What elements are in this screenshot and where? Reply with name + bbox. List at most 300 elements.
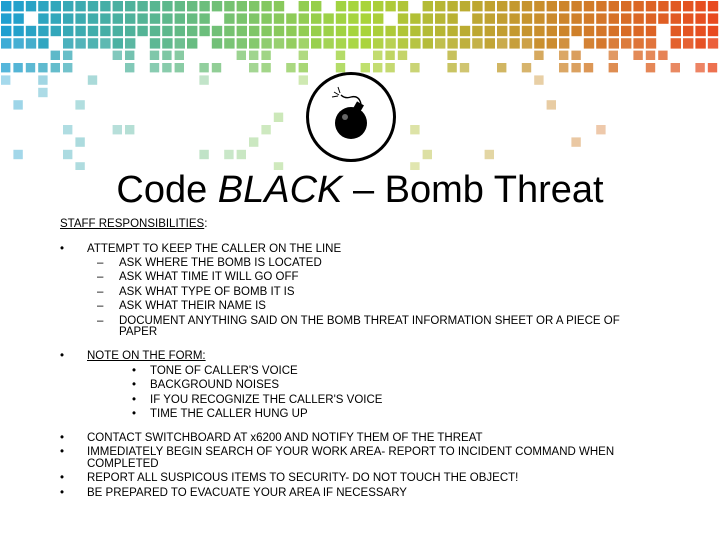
mosaic-tile [695,26,705,36]
sub-item-document-cont: PAPER [119,326,158,338]
mosaic-tile [51,26,61,36]
mosaic-tile [435,38,445,48]
mosaic-tile [336,13,346,23]
mosaic-tile [13,13,23,23]
mosaic-tile [88,38,98,48]
sub-item-background: BACKGROUND NOISES [150,379,280,391]
mosaic-tile [547,38,557,48]
mosaic-tile [361,38,371,48]
list-item-attempt: ATTEMPT TO KEEP THE CALLER ON THE LINE [87,243,342,255]
mosaic-tile [485,13,495,23]
mosaic-tile [249,38,259,48]
mosaic-tile [361,1,371,11]
mosaic-tile [299,13,309,23]
mosaic-tile [571,63,580,72]
mosaic-tile [410,38,420,48]
bullet-marker: • [60,432,65,444]
bomb-icon [306,72,396,162]
mosaic-tile [63,63,72,72]
mosaic-tile [175,26,185,36]
mosaic-tile [361,26,371,36]
mosaic-tile [38,26,48,36]
mosaic-tile [522,13,532,23]
mosaic-tile [261,26,271,36]
mosaic-tile [249,13,259,23]
mosaic-tile [571,1,581,11]
mosaic-tile [100,13,110,23]
mosaic-tile [311,1,321,11]
mosaic-tile [13,1,23,11]
mosaic-tile [584,1,594,11]
mosaic-tile [559,13,569,23]
mosaic-tile [633,38,643,48]
dash-marker: – [97,315,104,327]
mosaic-tile [323,13,333,23]
mosaic-tile [671,63,680,72]
mosaic-tile [398,38,408,48]
mosaic-tile [447,63,456,72]
mosaic-tile [509,13,519,23]
mosaic-tile [559,63,568,72]
mosaic-tile [13,63,22,72]
mosaic-tile [683,38,693,48]
mosaic-tile [38,1,48,11]
mosaic-tile [311,26,321,36]
mosaic-tile [385,63,394,72]
mosaic-tile [187,38,197,48]
mosaic-tile [137,1,147,11]
list-item-contact: CONTACT SWITCHBOARD AT x6200 AND NOTIFY THEM OF THE THREAT [87,432,483,444]
mosaic-tile [398,26,408,36]
mosaic-tile [1,1,11,11]
mosaic-tile [435,26,445,36]
bullet-marker: • [60,350,65,362]
mosaic-tile [224,13,234,23]
mosaic-tile [373,13,383,23]
mosaic-tile [695,13,705,23]
mosaic-tile [534,13,544,23]
sub-item-ask-where: ASK WHERE THE BOMB IS LOCATED [119,257,322,269]
mosaic-tile [51,51,60,60]
mosaic-tile [609,1,619,11]
mosaic-tile [323,26,333,36]
mosaic-tile [671,13,681,23]
bullet-marker: • [132,394,137,406]
mosaic-tile [137,26,147,36]
mosaic-tile [571,51,580,60]
mosaic-tile [708,26,718,36]
mosaic-tile [559,51,568,60]
mosaic-tile [385,38,395,48]
sub-item-ask-name: ASK WHAT THEIR NAME IS [119,300,266,312]
mosaic-tile [609,63,618,72]
mosaic-tile [13,26,23,36]
mosaic-tile [534,1,544,11]
mosaic-tile [261,13,271,23]
mosaic-tile [336,38,346,48]
mosaic-tile [596,125,605,134]
mosaic-tile [63,1,73,11]
mosaic-tile [1,13,11,23]
mosaic-tile [199,13,209,23]
mosaic-tile [162,63,171,72]
mosaic-tile [63,150,72,159]
list-item-search-cont: COMPLETED [87,458,159,470]
mosaic-tile [100,26,110,36]
mosaic-tile [1,63,10,72]
mosaic-tile [88,1,98,11]
mosaic-tile [348,1,358,11]
mosaic-tile [398,51,407,60]
mosaic-tile [162,51,171,60]
mosaic-tile [38,13,48,23]
mosaic-tile [683,26,693,36]
mosaic-tile [472,1,482,11]
mosaic-tile [224,26,234,36]
mosaic-tile [38,38,48,48]
mosaic-tile [447,38,457,48]
mosaic-tile [646,63,655,72]
mosaic-tile [162,13,172,23]
mosaic-tile [621,26,631,36]
sub-item-document: DOCUMENT ANYTHING SAID ON THE BOMB THREAT INFORMATION SHEET OR A PIECE OF [119,315,620,327]
mosaic-tile [547,26,557,36]
mosaic-tile [63,38,73,48]
mosaic-tile [485,26,495,36]
mosaic-tile [423,26,433,36]
mosaic-tile [113,26,123,36]
mosaic-tile [348,13,358,23]
mosaic-tile [336,1,346,11]
mosaic-tile [695,1,705,11]
mosaic-tile [497,38,507,48]
mosaic-tile [26,38,36,48]
mosaic-tile [547,100,556,109]
mosaic-tile [274,1,284,11]
mosaic-tile [199,150,208,159]
mosaic-tile [460,1,470,11]
list-item-search: IMMEDIATELY BEGIN SEARCH OF YOUR WORK AREA- REPORT TO INCIDENT COMMAND WHEN [87,446,615,458]
mosaic-tile [621,13,631,23]
mosaic-tile [63,51,72,60]
bullet-marker: • [132,408,137,420]
mosaic-tile [175,1,185,11]
dash-marker: – [97,257,104,269]
mosaic-tile [646,26,656,36]
mosaic-tile [162,26,172,36]
mosaic-tile [534,38,544,48]
mosaic-tile [472,13,482,23]
mosaic-tile [361,63,370,72]
mosaic-tile [299,38,309,48]
mosaic-tile [547,13,557,23]
mosaic-tile [385,1,395,11]
mosaic-tile [373,51,382,60]
mosaic-tile [485,150,494,159]
mosaic-tile [460,26,470,36]
mosaic-tile [323,38,333,48]
mosaic-tile [125,63,134,72]
sub-item-ask-time: ASK WHAT TIME IT WILL GO OFF [119,271,299,283]
mosaic-tile [1,75,10,84]
mosaic-tile [113,125,122,134]
mosaic-tile [150,26,160,36]
mosaic-tile [150,13,160,23]
mosaic-tile [633,1,643,11]
mosaic-tile [224,150,233,159]
mosaic-tile [695,38,705,48]
mosaic-tile [596,13,606,23]
mosaic-tile [596,1,606,11]
mosaic-tile [522,26,532,36]
mosaic-tile [646,13,656,23]
mosaic-tile [63,26,73,36]
mosaic-tile [336,26,346,36]
mosaic-tile [311,13,321,23]
mosaic-tile [286,26,296,36]
mosaic-tile [609,13,619,23]
mosaic-tile [584,13,594,23]
mosaic-tile [286,13,296,23]
mosaic-tile [708,1,718,11]
mosaic-tile [13,150,22,159]
mosaic-tile [286,63,295,72]
mosaic-tile [398,1,408,11]
mosaic-tile [435,1,445,11]
mosaic-tile [485,38,495,48]
mosaic-tile [199,26,209,36]
mosaic-tile [88,26,98,36]
mosaic-tile [274,13,284,23]
mosaic-tile [423,38,433,48]
mosaic-tile [447,13,457,23]
sub-item-hung-up: TIME THE CALLER HUNG UP [150,408,308,420]
mosaic-tile [175,13,185,23]
mosaic-tile [336,63,345,72]
mosaic-tile [373,1,383,11]
mosaic-tile [460,38,470,48]
mosaic-tile [472,26,482,36]
mosaic-tile [646,51,655,60]
mosaic-tile [113,38,123,48]
mosaic-tile [162,1,172,11]
page-title: Code BLACK – Bomb Threat [116,169,604,211]
mosaic-tile [534,51,543,60]
mosaic-tile [373,26,383,36]
mosaic-tile [150,51,159,60]
mosaic-tile [13,100,22,109]
mosaic-tile [348,26,358,36]
mosaic-tile [646,38,656,48]
mosaic-tile [509,38,519,48]
mosaic-tile [410,125,419,134]
mosaic-tile [13,38,23,48]
mosaic-tile [1,38,11,48]
bullet-marker: • [132,365,137,377]
mosaic-tile [261,1,271,11]
mosaic-tile [261,38,271,48]
mosaic-tile [584,63,593,72]
mosaic-tile [671,26,681,36]
mosaic-tile [423,1,433,11]
sub-item-recognize: IF YOU RECOGNIZE THE CALLER'S VOICE [150,394,383,406]
mosaic-tile [633,51,642,60]
mosaic-tile [385,26,395,36]
mosaic-tile [224,1,234,11]
mosaic-tile [63,13,73,23]
dash-marker: – [97,286,104,298]
mosaic-tile [175,51,184,60]
mosaic-tile [125,125,134,134]
list-item-report: REPORT ALL SUSPICOUS ITEMS TO SECURITY- DO NOT TOUCH THE OBJECT! [87,472,519,484]
mosaic-tile [249,26,259,36]
mosaic-tile [212,1,222,11]
mosaic-tile [621,1,631,11]
mosaic-tile [212,38,222,48]
mosaic-tile [485,1,495,11]
mosaic-tile [299,63,308,72]
mosaic-tile [261,63,270,72]
mosaic-tile [646,1,656,11]
mosaic-tile [261,51,270,60]
mosaic-tile [224,38,234,48]
mosaic-tile [113,13,123,23]
mosaic-tile [373,63,382,72]
mosaic-tile [75,1,85,11]
mosaic-tile [410,13,420,23]
mosaic-tile [113,51,122,60]
mosaic-tile [51,63,60,72]
mosaic-tile [547,1,557,11]
mosaic-tile [695,63,704,72]
mosaic-tile [38,88,47,97]
mosaic-tile [249,51,258,60]
mosaic-tile [274,26,284,36]
mosaic-tile [609,51,618,60]
mosaic-tile [509,1,519,11]
mosaic-tile [150,1,160,11]
mosaic-tile [150,63,159,72]
mosaic-tile [237,26,247,36]
mosaic-tile [125,13,135,23]
mosaic-tile [683,1,693,11]
bullet-marker: • [60,472,65,484]
mosaic-tile [38,63,47,72]
mosaic-tile [571,26,581,36]
mosaic-tile [125,51,134,60]
mosaic-tile [633,26,643,36]
mosaic-tile [522,1,532,11]
dash-marker: – [97,300,104,312]
mosaic-tile [261,125,270,134]
mosaic-tile [75,38,85,48]
mosaic-tile [497,13,507,23]
mosaic-tile [199,75,208,84]
mosaic-tile [100,38,110,48]
mosaic-tile [26,1,36,11]
mosaic-tile [51,13,61,23]
mosaic-tile [75,137,84,146]
mosaic-tile [596,26,606,36]
mosaic-tile [658,51,667,60]
mosaic-tile [212,63,221,72]
mosaic-tile [137,13,147,23]
mosaic-tile [571,13,581,23]
mosaic-tile [237,13,247,23]
mosaic-tile [472,38,482,48]
mosaic-tile [447,26,457,36]
mosaic-tile [559,1,569,11]
list-item-note: NOTE ON THE FORM: [87,350,206,362]
bullet-marker: • [60,446,65,458]
mosaic-tile [187,26,197,36]
mosaic-tile [249,1,259,11]
mosaic-tile [125,1,135,11]
mosaic-tile [299,26,309,36]
mosaic-tile [274,38,284,48]
mosaic-tile [658,13,668,23]
mosaic-tile [497,63,506,72]
mosaic-tile [125,26,135,36]
mosaic-tile [361,13,371,23]
mosaic-tile [373,38,383,48]
bullet-marker: • [60,243,65,255]
mosaic-tile [38,75,47,84]
mosaic-tile [398,13,408,23]
mosaic-tile [497,26,507,36]
mosaic-tile [249,63,258,72]
mosaic-tile [187,13,197,23]
mosaic-tile [447,51,456,60]
mosaic-tile [299,75,308,84]
mosaic-tile [671,1,681,11]
mosaic-tile [596,38,606,48]
mosaic-tile [671,38,681,48]
sub-item-ask-type: ASK WHAT TYPE OF BOMB IT IS [119,286,295,298]
mosaic-tile [460,63,469,72]
mosaic-tile [410,63,419,72]
mosaic-tile [249,137,258,146]
mosaic-tile [237,150,246,159]
mosaic-tile [658,1,668,11]
mosaic-tile [522,63,531,72]
mosaic-tile [336,51,345,60]
mosaic-tile [113,1,123,11]
mosaic-tile [187,1,197,11]
mosaic-tile [559,26,569,36]
mosaic-tile [75,26,85,36]
mosaic-tile [534,75,543,84]
mosaic-tile [534,26,544,36]
mosaic-tile [199,63,208,72]
mosaic-tile [621,38,631,48]
mosaic-tile [509,26,519,36]
mosaic-tile [385,51,394,60]
section-heading: STAFF RESPONSIBILITIES: [60,218,208,230]
mosaic-tile [299,1,309,11]
bullet-marker: • [132,379,137,391]
mosaic-tile [63,125,72,134]
mosaic-tile [1,26,11,36]
mosaic-tile [584,38,594,48]
mosaic-tile [237,1,247,11]
mosaic-tile [51,1,61,11]
mosaic-tile [633,13,643,23]
mosaic-tile [199,1,209,11]
mosaic-tile [75,100,84,109]
mosaic-tile [522,38,532,48]
mosaic-tile [584,26,594,36]
